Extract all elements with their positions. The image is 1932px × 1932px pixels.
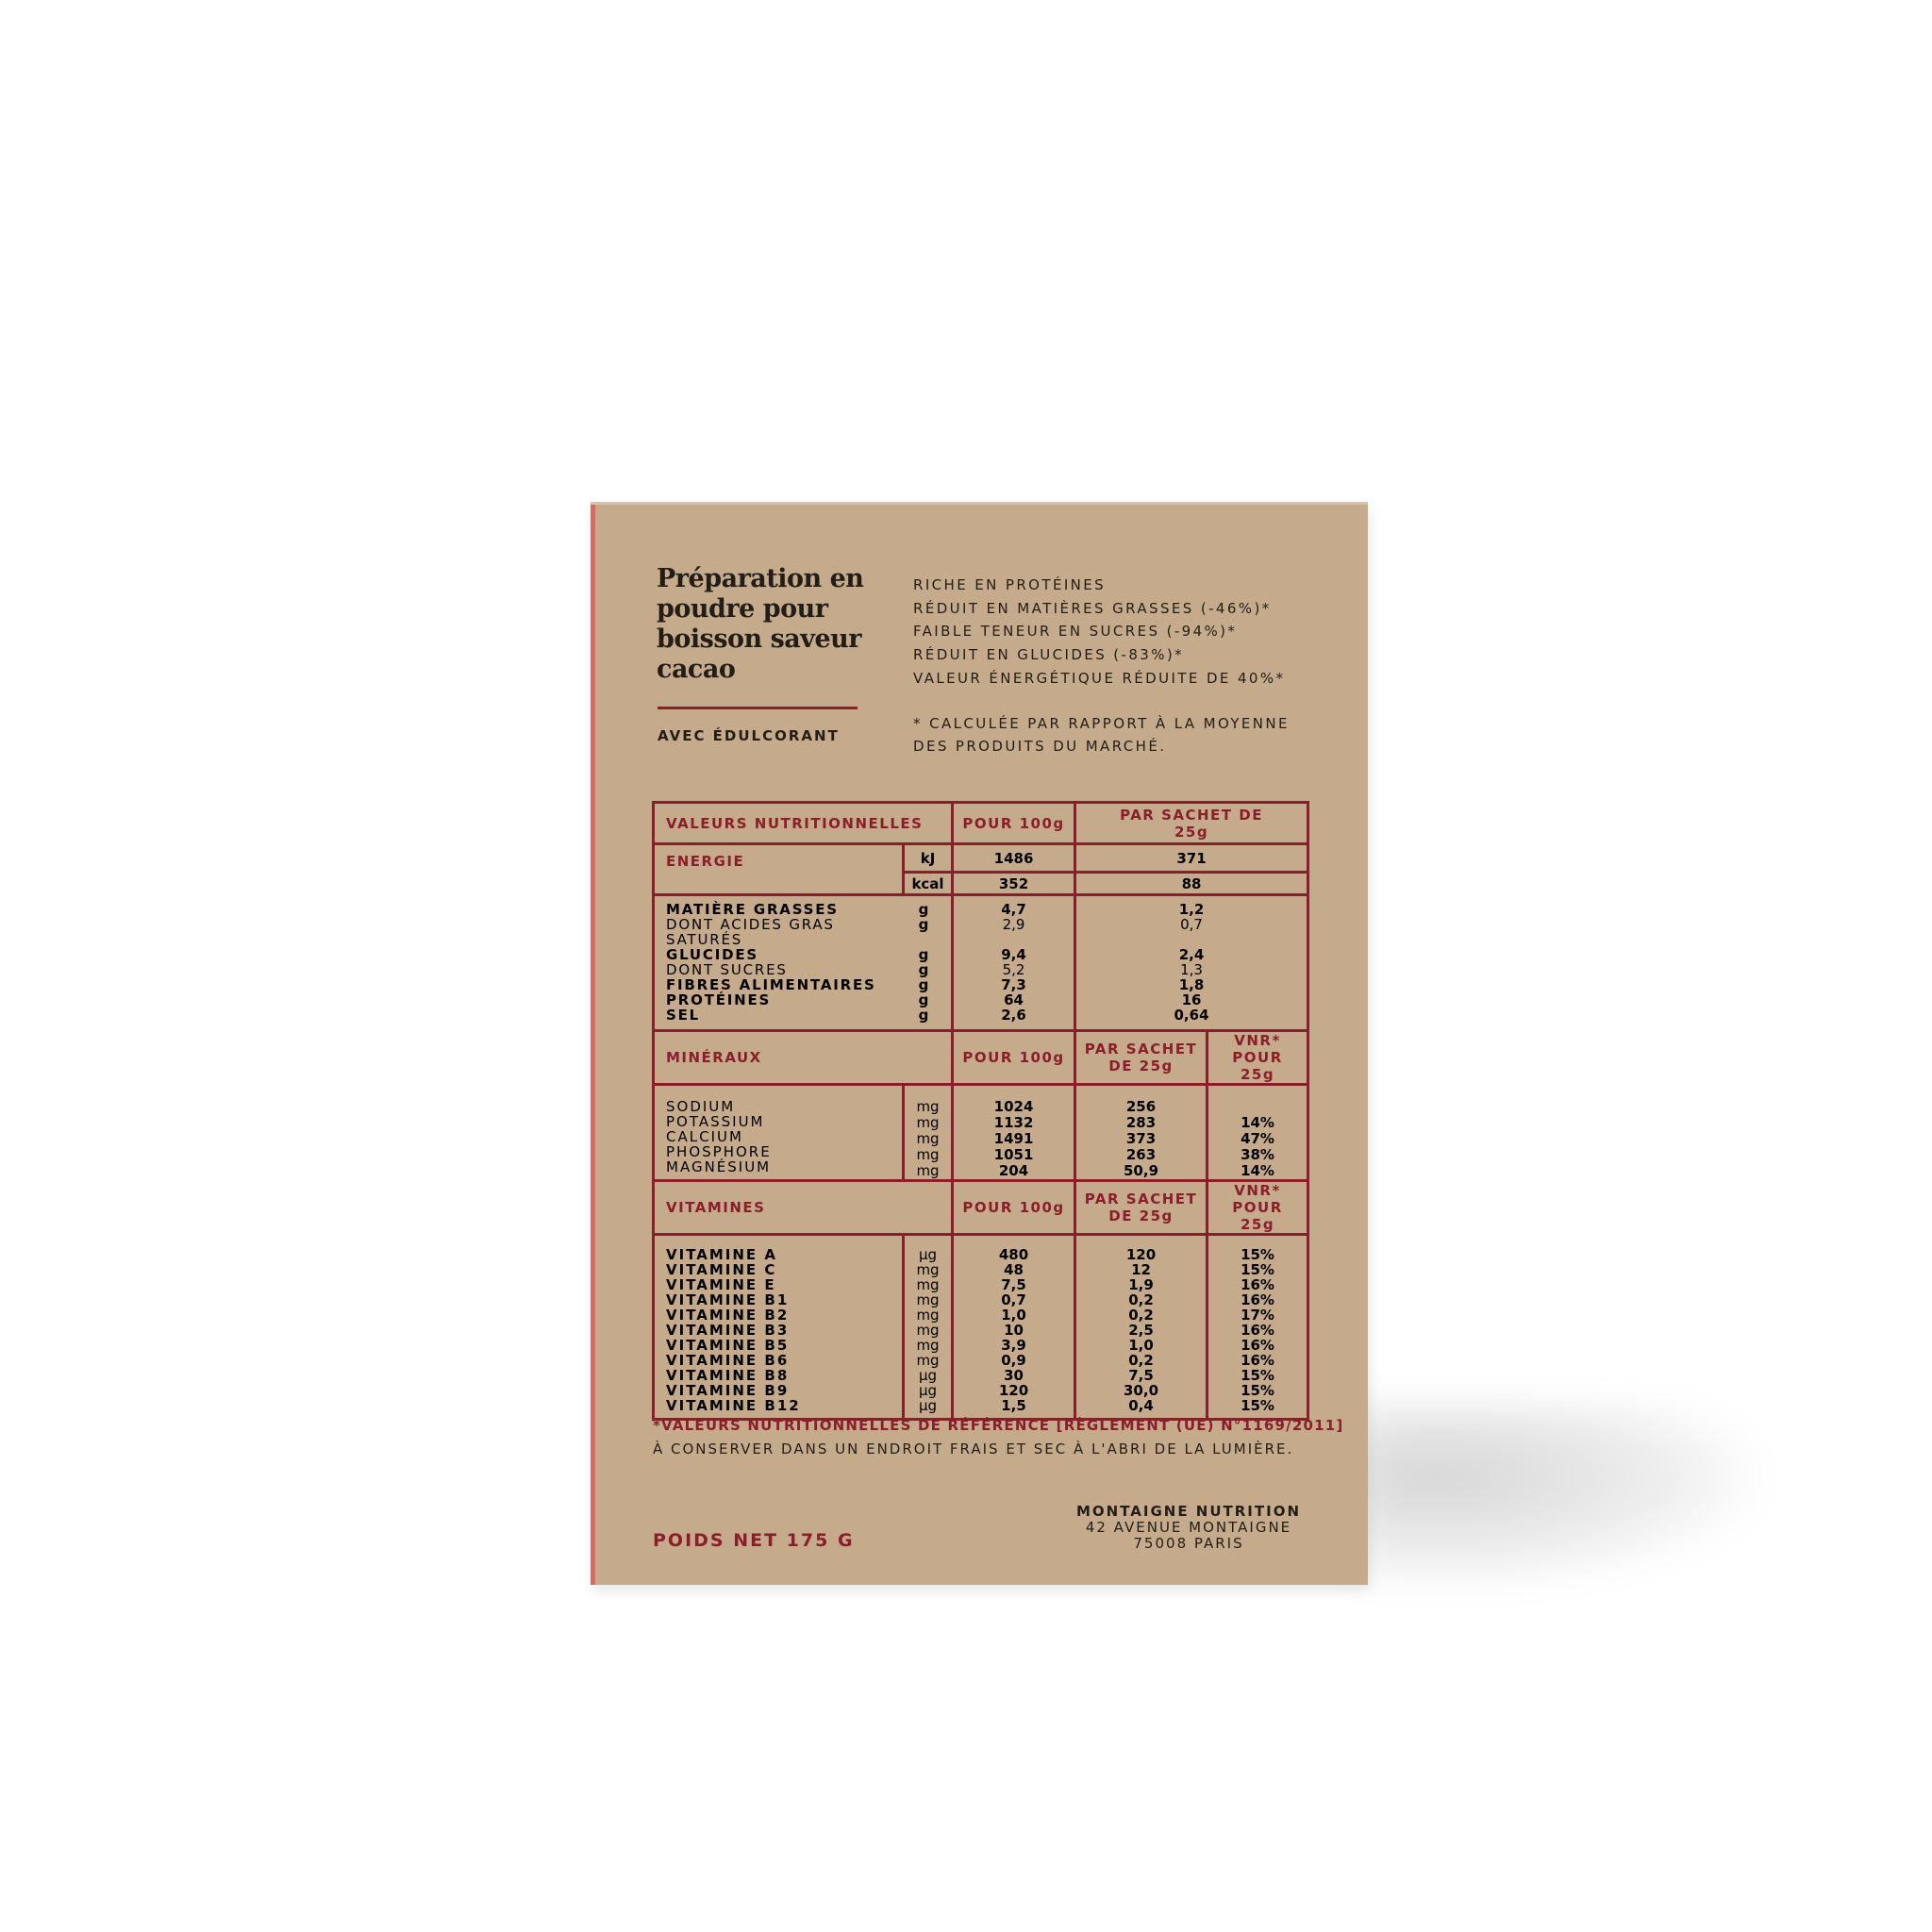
vitamin-unit: mg (916, 1307, 940, 1324)
nutrients-per100-col (953, 895, 1075, 1031)
claims-list (913, 574, 1285, 691)
vitamin-vnr: 17% (1241, 1307, 1274, 1324)
vitamin-name: VITAMINE C (666, 1261, 777, 1278)
nutrient-name: GLUCIDES (666, 946, 759, 963)
vitamin-unit: mg (916, 1276, 940, 1293)
vitamins-sachet-col (1075, 1235, 1208, 1420)
vitamin-name: VITAMINE E (666, 1276, 776, 1293)
minerals-header-sachet: PAR SACHET DE 25g (1075, 1031, 1208, 1085)
claim-item: FAIBLE TENEUR EN SUCRES (-94%)* (913, 623, 1238, 641)
vitamins-names-col (654, 1235, 904, 1420)
storage-instructions: À CONSERVER DANS UN ENDROIT FRAIS ET SEC À L'ABRI DE LA LUMIÈRE. (653, 1441, 1294, 1457)
vitamin-name: VITAMINE B2 (666, 1307, 790, 1324)
vitamins-header-vnr: VNR* POUR 25g (1208, 1181, 1308, 1235)
nutrition-header-per100: POUR 100g (953, 803, 1075, 844)
nutrients-block (654, 895, 953, 1031)
minerals-header-vnr: VNR* POUR 25g (1208, 1031, 1308, 1085)
energy-kcal-unit: kcal (904, 873, 953, 895)
mineral-value-100g: 1491 (993, 1130, 1034, 1147)
claims-footnote (913, 712, 1290, 758)
nutrient-value-100g: 2,6 (1001, 1007, 1026, 1024)
nutrient-name: MATIÈRE GRASSES (666, 901, 839, 918)
mineral-value-100g: 204 (998, 1162, 1029, 1179)
vitamins-header-per100: POUR 100g (953, 1181, 1075, 1235)
nutrient-value-100g: 5,2 (1002, 961, 1025, 978)
vitamin-unit: mg (916, 1352, 940, 1369)
vitamins-units-col (904, 1235, 953, 1420)
vitamin-value-sachet: 1,9 (1128, 1276, 1154, 1293)
mineral-unit: mg (916, 1098, 940, 1115)
vitamin-vnr: 15% (1241, 1382, 1274, 1399)
vitamin-name: VITAMINE B8 (666, 1367, 790, 1384)
minerals-per100-col (953, 1085, 1075, 1181)
nutrient-unit: g (918, 976, 929, 993)
mineral-name: MAGNÉSIUM (666, 1158, 772, 1175)
footnote-line: * CALCULÉE PAR RAPPORT À LA MOYENNE (913, 715, 1290, 732)
claim-item: RÉDUIT EN GLUCIDES (-83%)* (913, 646, 1185, 664)
box-top-edge (591, 502, 1368, 505)
vnr-footnote: *VALEURS NUTRITIONNELLES DE RÉFÉRENCE [RÈGLEMENT (UE) N°1169/2011] (653, 1417, 1344, 1434)
vitamin-unit: mg (916, 1291, 940, 1308)
energy-kcal-sachet: 88 (1075, 873, 1308, 895)
nutrient-unit: g (918, 1007, 929, 1024)
vitamins-per100-col (953, 1235, 1075, 1420)
mineral-vnr (1208, 1099, 1307, 1115)
mineral-value-100g: 1024 (993, 1098, 1034, 1115)
nutrient-unit: g (918, 961, 929, 978)
vitamin-value-100g: 30 (1004, 1367, 1024, 1384)
vitamin-unit: µg (918, 1397, 938, 1414)
minerals-vnr-col (1208, 1085, 1308, 1181)
mineral-name: CALCIUM (666, 1128, 743, 1145)
energy-kj-unit: kJ (904, 844, 953, 873)
vitamin-vnr: 15% (1241, 1246, 1274, 1263)
company-address (1066, 1504, 1311, 1552)
nutrition-header-sachet: PAR SACHET DE 25g (1075, 803, 1308, 844)
nutrient-value-100g: 64 (1004, 991, 1024, 1008)
nutrients-sachet-col (1075, 895, 1308, 1031)
mineral-vnr: 38% (1241, 1146, 1274, 1163)
vitamin-value-sachet: 0,4 (1128, 1397, 1154, 1414)
mineral-unit: mg (916, 1146, 940, 1163)
vitamins-vnr-col (1208, 1235, 1308, 1420)
vitamins-header-label: VITAMINES (654, 1181, 953, 1235)
vitamin-value-sachet: 0,2 (1128, 1352, 1154, 1369)
vitamin-value-sachet: 7,5 (1128, 1367, 1154, 1384)
claim-item: VALEUR ÉNERGÉTIQUE RÉDUITE DE 40%* (913, 669, 1286, 687)
nutrient-name: DONT SUCRES (666, 961, 788, 978)
mineral-value-sachet: 373 (1125, 1130, 1157, 1147)
nutrient-value-sachet: 0,7 (1180, 916, 1203, 933)
energy-kcal-100: 352 (953, 873, 1075, 895)
mineral-vnr: 47% (1241, 1130, 1274, 1147)
mineral-name: POTASSIUM (666, 1113, 765, 1130)
vitamin-name: VITAMINE B9 (666, 1382, 790, 1399)
mineral-vnr: 14% (1241, 1162, 1274, 1179)
vitamin-unit: µg (918, 1367, 938, 1384)
nutrition-facts-table (652, 801, 1307, 1414)
vitamin-value-sachet: 0,2 (1128, 1291, 1154, 1308)
vitamin-value-100g: 7,5 (1001, 1276, 1026, 1293)
mineral-vnr: 14% (1241, 1114, 1274, 1131)
mineral-name: SODIUM (666, 1098, 736, 1115)
nutrient-unit: g (918, 916, 929, 933)
vitamin-value-sachet: 2,5 (1128, 1322, 1154, 1339)
title-divider (658, 707, 858, 709)
nutrient-name: SEL (666, 1007, 701, 1024)
vitamin-name: VITAMINE B6 (666, 1352, 790, 1369)
vitamin-value-100g: 10 (1004, 1322, 1024, 1339)
box-shadow (1358, 1406, 1755, 1585)
nutrient-name: FIBRES ALIMENTAIRES (666, 976, 876, 993)
vitamin-vnr: 16% (1241, 1276, 1274, 1293)
mineral-unit: mg (916, 1114, 940, 1131)
vitamin-name: VITAMINE B1 (666, 1291, 790, 1308)
vitamin-value-sachet: 30,0 (1124, 1382, 1159, 1399)
nutrition-header-label: VALEURS NUTRITIONNELLES (654, 803, 953, 844)
footnote-line: DES PRODUITS DU MARCHÉ. (913, 738, 1167, 755)
nutrient-name: DONT ACIDES GRAS SATURÉS (666, 916, 835, 948)
vitamins-header-sachet: PAR SACHET DE 25g (1075, 1181, 1208, 1235)
nutrient-value-sachet: 1,8 (1178, 976, 1205, 993)
nutrient-value-100g: 7,3 (1001, 976, 1026, 993)
minerals-header-label: MINÉRAUX (654, 1031, 953, 1085)
net-weight: POIDS NET 175 G (653, 1530, 855, 1551)
nutrient-name: PROTÉINES (666, 991, 772, 1008)
nutrient-unit: g (918, 901, 929, 918)
vitamin-vnr: 16% (1241, 1322, 1274, 1339)
vitamin-value-sachet: 1,0 (1128, 1337, 1154, 1354)
nutrient-value-100g: 9,4 (1001, 946, 1026, 963)
vitamin-vnr: 16% (1241, 1291, 1274, 1308)
nutrient-value-sachet: 2,4 (1178, 946, 1205, 963)
minerals-header-per100: POUR 100g (953, 1031, 1075, 1085)
vitamin-value-sachet: 12 (1131, 1261, 1151, 1278)
nutrient-value-sachet: 1,3 (1180, 961, 1203, 978)
vitamin-unit: mg (916, 1322, 940, 1339)
company-address-line: 75008 PARIS (1133, 1535, 1244, 1552)
vitamin-unit: µg (918, 1246, 938, 1263)
mineral-value-sachet: 263 (1125, 1146, 1157, 1163)
nutrient-value-sachet: 1,2 (1178, 901, 1205, 918)
vitamin-vnr: 15% (1241, 1367, 1274, 1384)
vitamin-value-100g: 3,9 (1001, 1337, 1026, 1354)
vitamin-unit: mg (916, 1261, 940, 1278)
mineral-value-sachet: 50,9 (1124, 1162, 1159, 1179)
minerals-names-col (654, 1085, 904, 1181)
mineral-unit: mg (916, 1162, 940, 1179)
vitamin-vnr: 16% (1241, 1337, 1274, 1354)
mineral-value-sachet: 283 (1125, 1114, 1157, 1131)
vitamin-value-100g: 120 (998, 1382, 1029, 1399)
nutrient-value-100g: 4,7 (1001, 901, 1026, 918)
nutrient-value-sachet: 16 (1181, 991, 1202, 1008)
vitamin-value-100g: 0,7 (1001, 1291, 1026, 1308)
vitamin-name: VITAMINE B12 (666, 1397, 801, 1414)
mineral-unit: mg (916, 1130, 940, 1147)
nutrient-value-sachet: 0,64 (1174, 1007, 1209, 1024)
mineral-value-100g: 1132 (993, 1114, 1034, 1131)
mineral-name: PHOSPHORE (666, 1143, 772, 1160)
company-name: MONTAIGNE NUTRITION (1075, 1503, 1302, 1520)
vitamin-vnr: 15% (1241, 1261, 1274, 1278)
nutrient-unit: g (918, 991, 929, 1008)
mineral-value-100g: 1051 (993, 1146, 1034, 1163)
vitamin-unit: µg (918, 1382, 938, 1399)
mineral-value-sachet: 256 (1125, 1098, 1157, 1115)
energy-kj-100: 1486 (953, 844, 1075, 873)
energy-label: ENERGIE (654, 844, 904, 895)
product-title: Préparation en poudre pour boisson saveur cacao (657, 564, 864, 684)
vitamin-value-sachet: 0,2 (1128, 1307, 1154, 1324)
claim-item: RICHE EN PROTÉINES (913, 576, 1107, 593)
box-side-edge (591, 504, 595, 1585)
vitamin-name: VITAMINE B3 (666, 1322, 790, 1339)
energy-kj-sachet: 371 (1075, 844, 1308, 873)
claim-item: RÉDUIT EN MATIÈRES GRASSES (-46%)* (913, 599, 1272, 617)
nutrient-value-100g: 2,9 (1002, 916, 1025, 933)
vitamin-value-100g: 0,9 (1001, 1352, 1026, 1369)
vitamin-value-100g: 1,0 (1001, 1307, 1026, 1324)
vitamin-unit: mg (916, 1337, 940, 1354)
vitamin-value-100g: 480 (998, 1246, 1029, 1263)
company-address-line: 42 AVENUE MONTAIGNE (1085, 1519, 1292, 1536)
vitamin-vnr: 16% (1241, 1352, 1274, 1369)
vitamin-value-sachet: 120 (1125, 1246, 1157, 1263)
product-subtitle: AVEC ÉDULCORANT (658, 727, 840, 744)
vitamin-vnr: 15% (1241, 1397, 1274, 1414)
minerals-sachet-col (1075, 1085, 1208, 1181)
vitamin-value-100g: 1,5 (1001, 1397, 1026, 1414)
minerals-units-col (904, 1085, 953, 1181)
vitamin-value-100g: 48 (1004, 1261, 1024, 1278)
nutrient-unit: g (918, 946, 929, 963)
vitamin-name: VITAMINE B5 (666, 1337, 790, 1354)
vitamin-name: VITAMINE A (666, 1246, 778, 1263)
